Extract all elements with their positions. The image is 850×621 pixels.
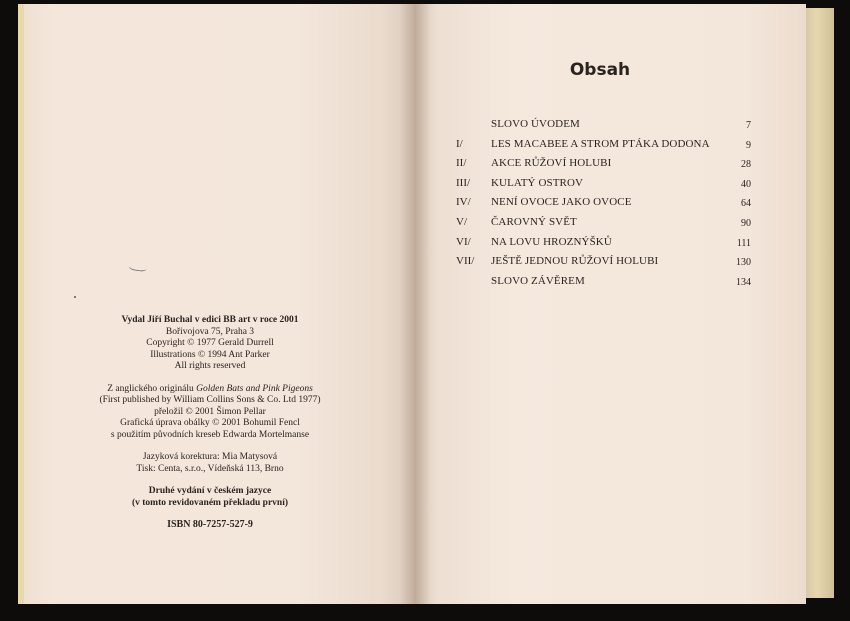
toc-entry [456, 252, 751, 272]
chapter-title: AKCE RŮŽOVÍ HOLUBI [491, 157, 612, 170]
pencil-mark [128, 261, 147, 272]
toc-entry [456, 154, 751, 174]
imprint-line: Illustrations © 1994 Ant Parker [150, 349, 270, 360]
chapter-page: 111 [736, 237, 751, 249]
imprint-line: Z anglického originálu Golden Bats and Pink Pigeons [107, 383, 313, 394]
chapter-title: SLOVO ZÁVĚREM [491, 274, 585, 287]
chapter-number: II/ [456, 157, 467, 170]
imprint-line: Copyright © 1977 Gerald Durrell [146, 338, 274, 348]
toc-entry [456, 213, 751, 233]
toc-entry [456, 135, 751, 155]
imprint-line: Bořivojova 75, Praha 3 [165, 326, 255, 337]
imprint-line: (v tomto revidovaném překladu první) [131, 497, 289, 508]
chapter-title: NA LOVU HROZNÝŠKŮ [491, 235, 612, 248]
chapter-title: ČAROVNÝ SVĚT [491, 215, 577, 228]
chapter-title: KULATÝ OSTROV [491, 176, 584, 189]
toc-entry [456, 174, 751, 194]
chapter-number: I/ [456, 137, 463, 150]
chapter-number: VI/ [456, 235, 471, 248]
imprint-line: přeložil © 2001 Šimon Pellar [154, 406, 266, 417]
chapter-title: NENÍ OVOCE JAKO OVOCE [491, 196, 632, 209]
table-of-contents [456, 115, 751, 291]
isbn: ISBN 80-7257-527-9 [167, 519, 253, 530]
chapter-page: 7 [746, 120, 751, 131]
chapter-number: IV/ [456, 196, 471, 209]
toc-entry [456, 115, 751, 135]
imprint-line: (First published by William Collins Sons & Co. Ltd 1977) [99, 395, 321, 405]
chapter-page: 9 [746, 139, 751, 151]
imprint-line: Grafická úprava obálky © 2001 Bohumil Fencl [120, 418, 300, 428]
toc-entry [456, 272, 751, 292]
chapter-page: 130 [736, 257, 751, 269]
chapter-page: 90 [741, 217, 751, 229]
speck [74, 296, 76, 298]
chapter-page: 40 [741, 178, 751, 190]
toc-entry [456, 233, 751, 253]
chapter-title: SLOVO ÚVODEM [491, 118, 580, 130]
imprint-block [70, 315, 350, 531]
imprint-line: s použitím původních kreseb Edwarda Mortelmanse [110, 429, 310, 440]
chapter-page: 134 [736, 276, 751, 288]
imprint-line: All rights reserved [174, 361, 246, 371]
imprint-line: Tisk: Centa, s.r.o., Vídeňská 113, Brno [136, 463, 284, 474]
chapter-page: 28 [741, 159, 751, 171]
chapter-title: JEŠTĚ JEDNOU RŮŽOVÍ HOLUBI [491, 255, 659, 268]
toc-title: Obsah [569, 60, 631, 80]
chapter-number: V/ [456, 215, 467, 228]
chapter-number: VII/ [456, 255, 475, 268]
toc-entry [456, 193, 751, 213]
chapter-number: III/ [456, 176, 471, 189]
chapter-title: LES MACABEE A STROM PTÁKA DODONA [491, 137, 710, 150]
imprint-line: Vydal Jiří Buchal v edici BB art v roce 2001 [121, 315, 299, 325]
imprint-line: Druhé vydání v českém jazyce [148, 486, 272, 496]
chapter-page: 64 [741, 198, 751, 210]
imprint-line: Jazyková korektura: Mia Matysová [142, 452, 278, 462]
page-edges [806, 8, 834, 598]
right-page [414, 4, 806, 604]
gutter [400, 4, 430, 604]
